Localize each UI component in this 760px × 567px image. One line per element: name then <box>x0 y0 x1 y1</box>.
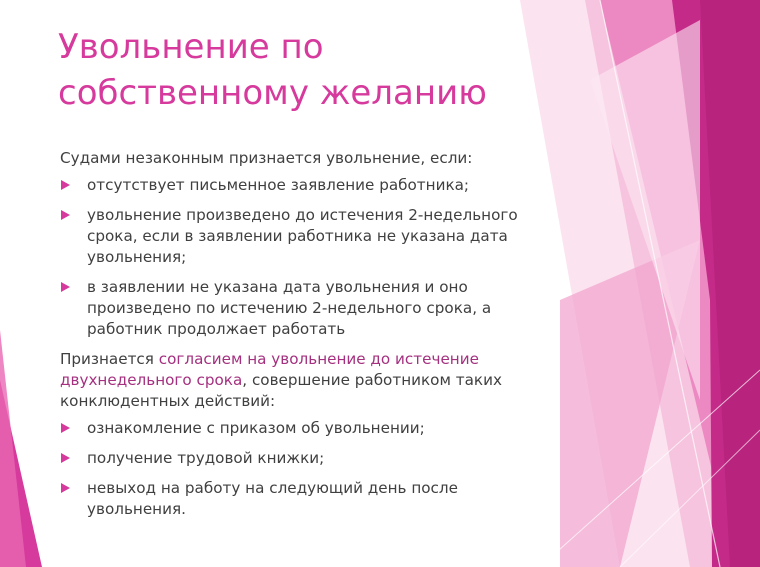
list-item <box>60 478 550 520</box>
bullet-list-2 <box>60 418 550 520</box>
triangle-arrow-right-icon <box>61 483 70 493</box>
triangle-arrow-right-icon <box>61 180 70 190</box>
list-item <box>60 205 550 268</box>
consent-suffix: , совершение работником таких конклюдентных действий: <box>60 371 502 410</box>
title-line-1: Увольнение по <box>58 27 324 67</box>
triangle-arrow-right-icon <box>61 210 70 220</box>
list-item-text: в заявлении не указана дата увольнения и оно произведено по истечению 2-недельного срока, а работник продолжает работать <box>87 278 492 338</box>
intro-paragraph: Судами незаконным признается увольнение, если: <box>60 149 473 167</box>
slide-body <box>60 148 550 529</box>
list-item-text: получение трудовой книжки; <box>87 449 325 467</box>
bullet-list-1 <box>60 175 550 340</box>
slide-title <box>58 24 578 116</box>
consent-highlight: согласием на увольнение до истечение двухнедельного срока <box>60 350 479 389</box>
consent-prefix: Признается <box>60 350 159 368</box>
list-item-text: ознакомление с приказом об увольнении; <box>87 419 425 437</box>
list-item-text: отсутствует письменное заявление работника; <box>87 176 470 194</box>
title-line-2: собственному желанию <box>58 73 487 113</box>
consent-paragraph <box>60 349 550 412</box>
list-item <box>60 175 550 196</box>
deco-left-wedge-light <box>0 330 26 567</box>
triangle-arrow-right-icon <box>61 282 70 292</box>
list-item <box>60 418 550 439</box>
list-item-text: невыход на работу на следующий день после увольнения. <box>87 479 458 518</box>
list-item <box>60 277 550 340</box>
list-item-text: увольнение произведено до истечения 2-недельного срока, если в заявлении работника не указана дата увольнения; <box>87 206 518 266</box>
list-item <box>60 448 550 469</box>
triangle-arrow-right-icon <box>61 423 70 433</box>
triangle-arrow-right-icon <box>61 453 70 463</box>
